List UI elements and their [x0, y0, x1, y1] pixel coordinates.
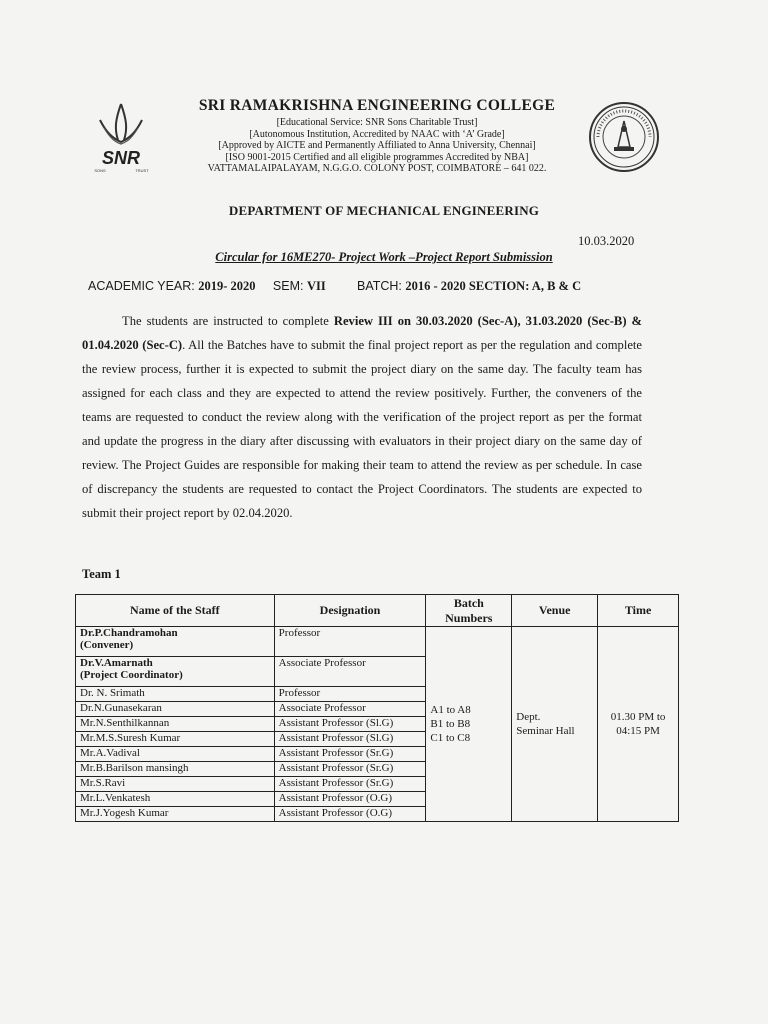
staff-name: Dr.N.Gunasekaran	[76, 702, 275, 717]
staff-name: Mr.S.Ravi	[76, 777, 275, 792]
snr-logo-text: SNR	[101, 148, 141, 168]
table-row	[76, 627, 679, 657]
staff-designation: Associate Professor	[274, 702, 426, 717]
snr-logo	[78, 98, 164, 176]
circular-subject: Circular for 16ME270- Project Work –Project Report Submission	[215, 250, 553, 264]
staff-name: Mr.M.S.Suresh Kumar	[76, 732, 275, 747]
header-line-2: [Autonomous Institution, Accredited by NAAC with ‘A’ Grade]	[249, 128, 505, 140]
circular-body	[82, 309, 642, 525]
batch-numbers	[426, 627, 512, 822]
staff-name: Mr.A.Vadival	[76, 747, 275, 762]
sem-label: SEM:	[272, 279, 304, 293]
department-title: DEPARTMENT OF MECHANICAL ENGINEERING	[228, 203, 540, 218]
staff-designation: Assistant Professor (O.G)	[274, 807, 426, 822]
header-line-4: [ISO 9001-2015 Certified and all eligible programmes Accredited by NBA]	[225, 151, 529, 163]
batch-c: C1 to C8	[430, 732, 471, 744]
staff-designation: Professor	[274, 627, 426, 657]
review-dates: Review III on 30.03.2020 (Sec-A), 31.03.2020 (Sec-B) & 01.04.2020 (Sec-C)	[82, 314, 642, 352]
time-line-2: 04:15 PM	[616, 725, 660, 737]
batch-b: B1 to B8	[430, 718, 471, 730]
staff-role: (Convener)	[80, 639, 134, 651]
header-line-1: [Educational Service: SNR Sons Charitable Trust]	[276, 117, 478, 128]
venue-line-2: Seminar Hall	[516, 725, 575, 737]
staff-designation: Assistant Professor (Sr.G)	[274, 762, 426, 777]
venue-line-1: Dept.	[516, 711, 541, 723]
college-seal-icon	[588, 101, 660, 173]
col-time: Time	[598, 595, 679, 627]
staff-designation: Assistant Professor (Sr.G)	[274, 747, 426, 762]
academic-year-label: ACADEMIC YEAR:	[88, 279, 195, 293]
staff-designation: Assistant Professor (Sl.G)	[274, 717, 426, 732]
staff-designation: Assistant Professor (Sl.G)	[274, 732, 426, 747]
academic-year-value: 2019- 2020	[198, 279, 256, 293]
col-designation: Designation	[274, 595, 426, 627]
staff-designation: Associate Professor	[274, 657, 426, 687]
college-name: SRI RAMAKRISHNA ENGINEERING COLLEGE	[198, 97, 556, 114]
staff-role: (Project Coordinator)	[80, 669, 183, 681]
staff-designation: Professor	[274, 687, 426, 702]
academic-info	[88, 279, 648, 294]
staff-name: Mr.J.Yogesh Kumar	[76, 807, 275, 822]
time-line-1: 01.30 PM to	[610, 711, 666, 723]
header-line-3: [Approved by AICTE and Permanently Affiliated to Anna University, Chennai]	[218, 140, 536, 151]
time	[598, 627, 679, 822]
staff-designation: Assistant Professor (O.G)	[274, 792, 426, 807]
staff-name: Dr.V.Amarnath	[80, 657, 153, 669]
circular-date: 10.03.2020	[578, 234, 635, 248]
staff-name: Mr.L.Venkatesh	[76, 792, 275, 807]
batch-label: BATCH:	[356, 279, 402, 293]
staff-name: Dr. N. Srimath	[76, 687, 275, 702]
batch-value: 2016 - 2020 SECTION: A, B & C	[405, 279, 582, 293]
snr-logo-sub-right: TRUST	[135, 168, 149, 173]
team-label: Team 1	[82, 567, 121, 581]
snr-logo-sub-left: SONS	[94, 168, 106, 173]
staff-designation: Assistant Professor (Sr.G)	[274, 777, 426, 792]
venue	[512, 627, 598, 822]
body-details: . All the Batches have to submit the final project report as per the regulation and complete the review process, further it is expected to submit the project diary on the same day. The faculty team has assigned for each class and they are expected to attend the review positively. Further, the conveners of the teams are requested to conduct the review along with the verification of the project report as per the format and update the progress in the diary after discussing with evaluators in their project diary on the same day of review. The Project Guides are responsible for making their team to attend the review as per schedule. In case of discrepancy the students are requested to contact the Project Coordinators. The students are expected to submit their project report by 02.04.2020.	[82, 338, 642, 520]
col-batch: Batch Numbers	[426, 595, 512, 627]
sem-value: VII	[306, 279, 326, 293]
table-header-row	[76, 595, 679, 627]
body-intro: The students are instructed to complete	[122, 314, 329, 328]
header-line-5: VATTAMALAIPALAYAM, N.G.G.O. COLONY POST, COIMBATORE – 641 022.	[207, 163, 547, 174]
staff-name: Dr.P.Chandramohan	[80, 627, 178, 639]
staff-name: Mr.B.Barilson mansingh	[76, 762, 275, 777]
staff-name: Mr.N.Senthilkannan	[76, 717, 275, 732]
college-header	[172, 97, 582, 175]
batch-a: A1 to A8	[430, 704, 471, 716]
col-venue: Venue	[512, 595, 598, 627]
staff-table	[75, 594, 679, 822]
col-name: Name of the Staff	[76, 595, 275, 627]
